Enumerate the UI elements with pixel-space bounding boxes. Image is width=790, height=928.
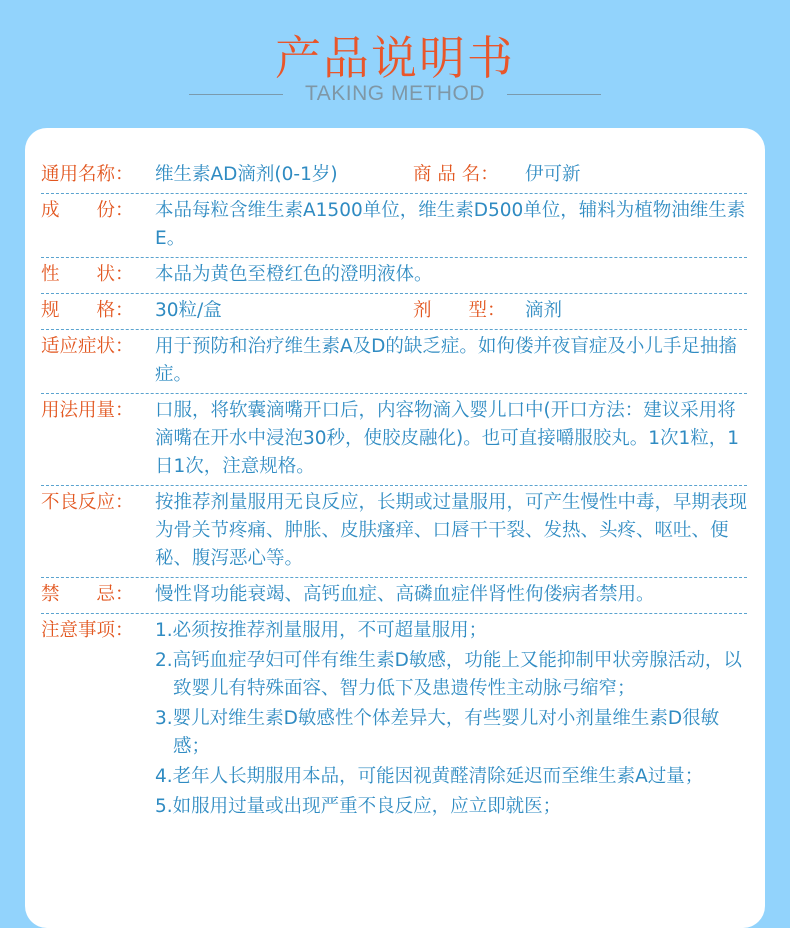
row-spec	[41, 294, 747, 330]
note-item: 5.如服用过量或出现严重不良反应，应立即就医；	[155, 796, 562, 817]
row-ingredients	[41, 194, 747, 258]
value: 30粒/盒	[155, 300, 222, 321]
label: 通用名称：	[41, 164, 134, 185]
divider-left	[189, 94, 283, 95]
divider-right	[507, 94, 601, 95]
value: 本品每粒含维生素A1500单位，维生素D500单位，辅料为植物油维生素E。	[155, 200, 746, 249]
instruction-card	[25, 128, 765, 928]
label: 规 格：	[41, 300, 134, 321]
value: 用于预防和治疗维生素A及D的缺乏症。如佝偻并夜盲症及小儿手足抽搐症。	[155, 336, 737, 385]
value: 维生素AD滴剂(0-1岁)	[155, 164, 338, 185]
row-adverse	[41, 486, 747, 578]
note-item: 2.高钙血症孕妇可伴有维生素D敏感，功能上又能抑制甲状旁腺活动，以致婴儿有特殊面容、智力低下及患遗传性主动脉弓缩窄；	[155, 650, 742, 699]
value: 本品为黄色至橙红色的澄明液体。	[155, 264, 433, 285]
row-appearance	[41, 258, 747, 294]
label: 商 品 名：	[413, 164, 499, 185]
label: 剂 型：	[413, 300, 506, 321]
value: 慢性肾功能衰竭、高钙血症、高磷血症伴肾性佝偻病者禁用。	[155, 584, 655, 605]
row-contra	[41, 578, 747, 614]
label: 不良反应：	[41, 492, 134, 513]
label: 禁 忌：	[41, 584, 134, 605]
label: 注意事项：	[41, 620, 134, 641]
row-name	[41, 158, 747, 194]
row-dosage	[41, 394, 747, 486]
label: 适应症状：	[41, 336, 134, 357]
value: 滴剂	[525, 300, 563, 321]
subtitle	[0, 82, 790, 106]
note-item: 3.婴儿对维生素D敏感性个体差异大，有些婴儿对小剂量维生素D很敏感；	[155, 708, 720, 757]
note-item: 1.必须按推荐剂量服用，不可超量服用；	[155, 620, 488, 641]
subtitle-text: TAKING METHOD	[305, 82, 485, 105]
value: 按推荐剂量服用无良反应，长期或过量服用，可产生慢性中毒，早期表现为骨关节疼痛、肿胀、皮肤瘙痒、口唇干干裂、发热、头疼、呕吐、便秘、腹泻恶心等。	[155, 492, 748, 569]
row-indications	[41, 330, 747, 394]
value: 口服，将软囊滴嘴开口后，内容物滴入婴儿口中(开口方法：建议采用将滴嘴在开水中浸泡30秒，使胶皮融化)。也可直接嚼服胶丸。1次1粒，1日1次，注意规格。	[155, 400, 740, 477]
note-item: 4.老年人长期服用本品，可能因视黄醛清除延迟而至维生素A过量；	[155, 766, 704, 787]
label: 性 状：	[41, 264, 134, 285]
label: 用法用量：	[41, 400, 134, 421]
page-title: 产品说明书	[275, 31, 515, 85]
value: 伊可新	[525, 164, 581, 185]
label: 成 份：	[41, 200, 134, 221]
row-notes	[41, 614, 747, 827]
